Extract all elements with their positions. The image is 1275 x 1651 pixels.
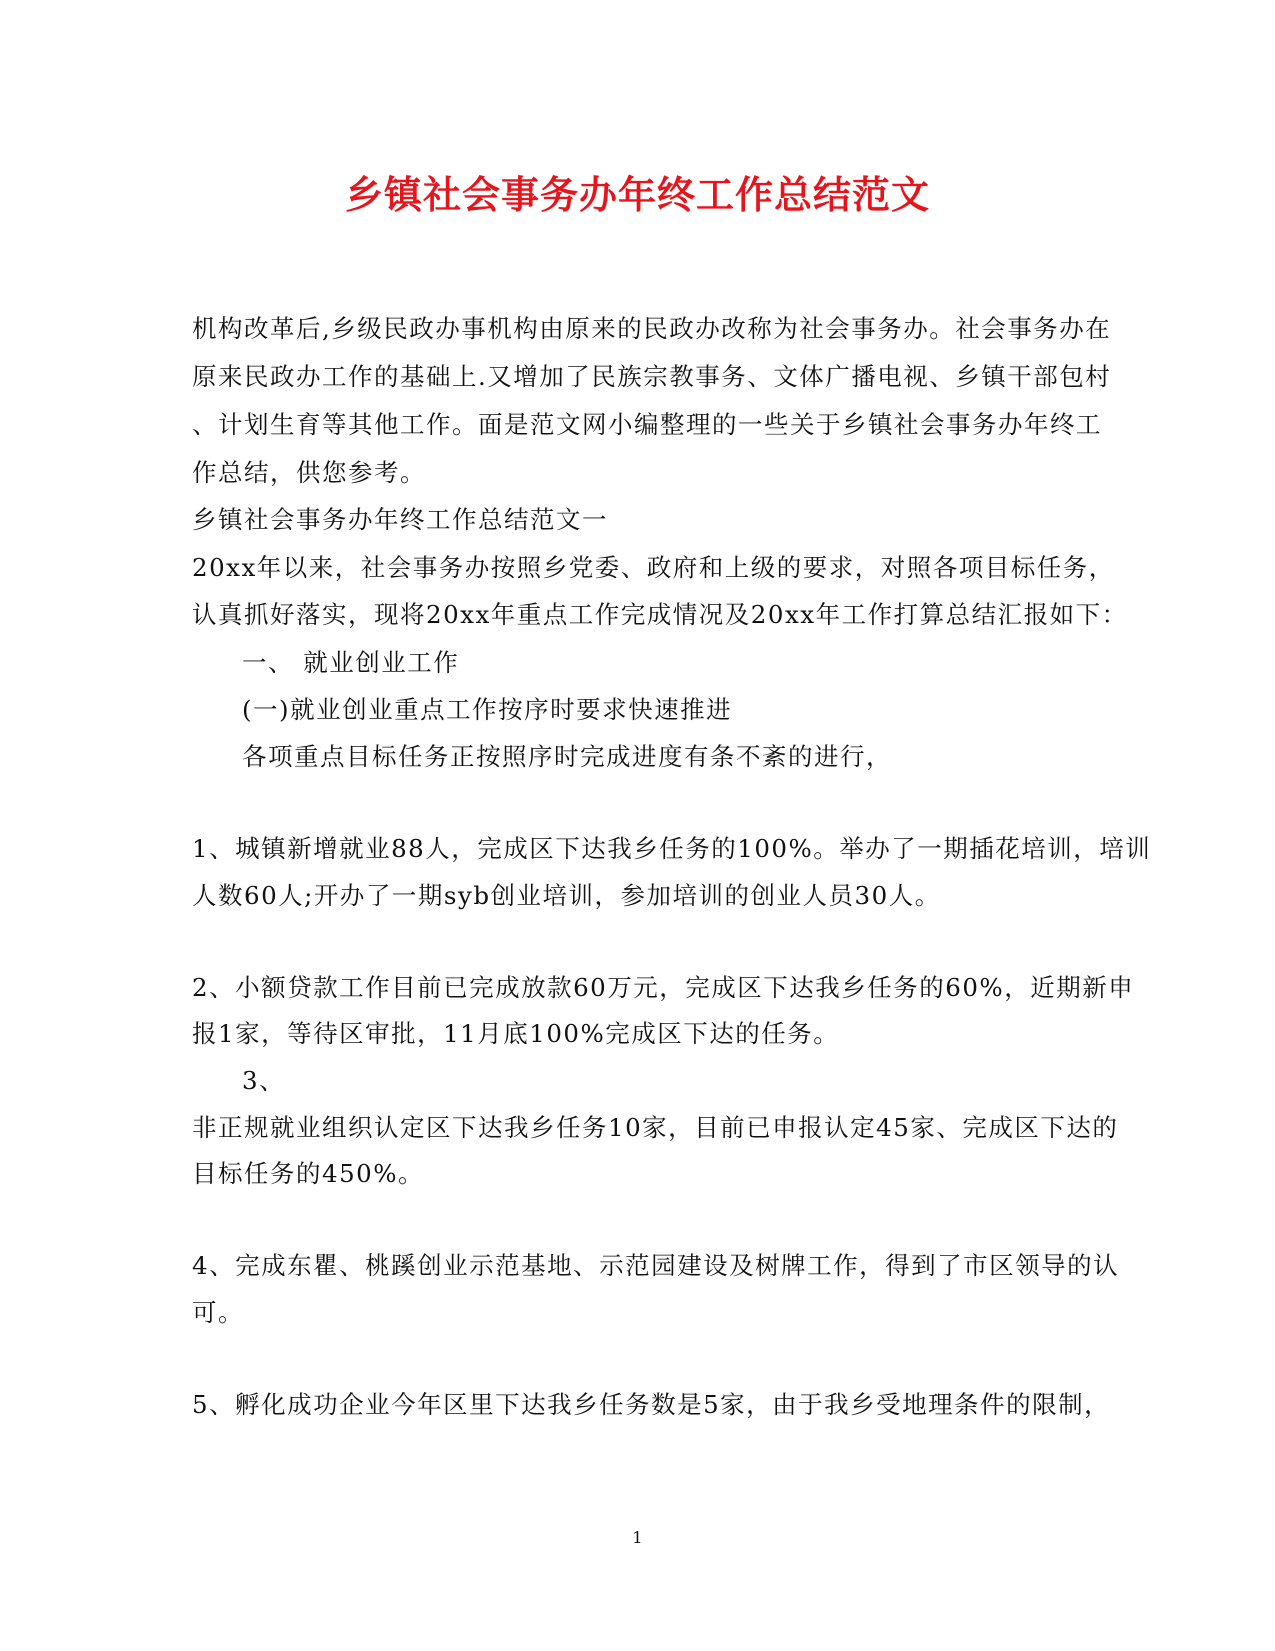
list-item-line: 1、城镇新增就业88人，完成区下达我乡任务的100%。举办了一期插花培训，培训 [192,834,1152,863]
subsection-heading: (一)就业创业重点工作按序时要求快速推进 [242,695,733,724]
list-item-line: 人数60人;开办了一期syb创业培训，参加培训的创业人员30人。 [192,881,941,910]
list-item-line: 报1家，等待区审批，11月底100%完成区下达的任务。 [192,1019,840,1048]
subsection-heading: 一、 就业创业工作 [242,648,460,677]
page-number: 1 [632,1528,643,1547]
list-item-line: 5、孵化成功企业今年区里下达我乡任务数是5家，由于我乡受地理条件的限制， [192,1390,1111,1419]
paragraph-line: 机构改革后,乡级民政办事机构由原来的民政办改称为社会事务办。社会事务办在 [192,314,1112,343]
list-item-line: 非正规就业组织认定区下达我乡任务10家，目前已申报认定45家、完成区下达的 [192,1113,1119,1142]
paragraph-line: 各项重点目标任务正按照序时完成进度有条不紊的进行， [242,742,892,771]
paragraph-line: 认真抓好落实，现将20xx年重点工作完成情况及20xx年工作打算总结汇报如下： [192,600,1128,629]
list-item-line: 目标任务的450%。 [192,1159,425,1188]
paragraph-line: 作总结，供您参考。 [192,458,426,487]
list-item-number: 3、 [242,1066,286,1095]
list-item-line: 可。 [192,1298,244,1327]
paragraph-line: 20xx年以来，社会事务办按照乡党委、政府和上级的要求，对照各项目标任务， [192,553,1115,582]
paragraph-line: 、计划生育等其他工作。面是范文网小编整理的一些关于乡镇社会事务办年终工 [192,410,1102,439]
paragraph-line: 原来民政办工作的基础上.又增加了民族宗教事务、文体广播电视、乡镇干部包村 [192,362,1112,391]
list-item-line: 2、小额贷款工作目前已完成放款60万元，完成区下达我乡任务的60%，近期新申 [192,973,1135,1002]
section-heading: 乡镇社会事务办年终工作总结范文一 [192,505,608,534]
list-item-line: 4、完成东瞿、桃蹊创业示范基地、示范园建设及树牌工作，得到了市区领导的认 [192,1251,1120,1280]
document-title: 乡镇社会事务办年终工作总结范文 [344,172,930,217]
